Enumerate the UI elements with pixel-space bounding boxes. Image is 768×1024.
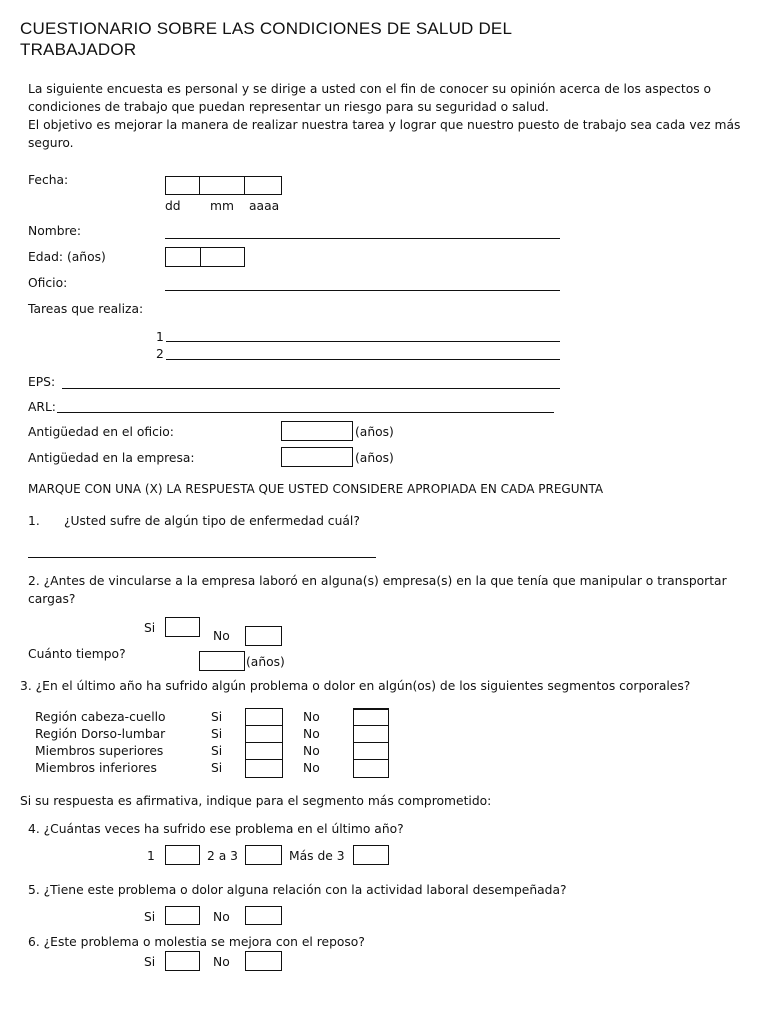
fecha-aaaa-cell[interactable] — [245, 177, 281, 194]
q3-row-3-label: Miembros superiores — [35, 744, 164, 758]
question-6-no-label: No — [213, 955, 230, 969]
arl-label: ARL: — [28, 400, 56, 414]
question-4-option-1-label: 1 — [147, 849, 155, 863]
question-6-si-checkbox[interactable] — [165, 951, 200, 971]
antiguedad-oficio-input[interactable] — [281, 421, 353, 441]
eps-field[interactable] — [62, 388, 560, 389]
question-6-si-label: Si — [144, 955, 156, 969]
question-4-option-3-checkbox[interactable] — [353, 845, 389, 865]
question-1-answer-field[interactable] — [28, 557, 376, 558]
question-5-si-checkbox[interactable] — [165, 906, 200, 925]
q3-row-4-si-checkbox[interactable] — [245, 759, 283, 778]
q3-row-2-label: Región Dorso-lumbar — [35, 727, 166, 741]
q3-row-1-label: Región cabeza-cuello — [35, 710, 166, 724]
question-2-no-label: No — [213, 629, 230, 643]
antiguedad-oficio-unit: (años) — [355, 425, 394, 439]
question-2-no-checkbox[interactable] — [245, 626, 282, 646]
question-4-option-2-checkbox[interactable] — [245, 845, 282, 865]
question-5-no-label: No — [213, 910, 230, 924]
edad-cell-2[interactable] — [201, 248, 244, 266]
question-2-tiempo-label: Cuánto tiempo? — [28, 647, 126, 661]
page-title: CUESTIONARIO SOBRE LAS CONDICIONES DE SALUD DEL TRABAJADOR — [20, 19, 512, 59]
eps-label: EPS: — [28, 375, 56, 389]
q3-row-2-no-checkbox[interactable] — [353, 725, 389, 743]
q3-row-3-si-label: Si — [211, 744, 223, 758]
tarea-2-field[interactable] — [166, 359, 560, 360]
q3-row-1-si-checkbox[interactable] — [245, 708, 283, 726]
question-1-text: ¿Usted sufre de algún tipo de enfermedad cuál? — [64, 514, 360, 528]
nombre-label: Nombre: — [28, 224, 82, 238]
edad-label: Edad: (años) — [28, 250, 106, 264]
tarea-1-number: 1 — [156, 330, 164, 344]
instruction-text: MARQUE CON UNA (X) LA RESPUESTA QUE USTED CONSIDERE APROPIADA EN CADA PREGUNTA — [28, 482, 604, 496]
intro-text — [28, 80, 748, 152]
fecha-dd-label: dd — [165, 199, 181, 213]
fecha-dd-cell[interactable] — [166, 177, 200, 194]
question-2-si-checkbox[interactable] — [165, 617, 200, 637]
q3-row-2-no-label: No — [303, 727, 320, 741]
question-5-text: 5. ¿Tiene este problema o dolor alguna relación con la actividad laboral desempeñada? — [28, 883, 567, 897]
edad-cell-1[interactable] — [166, 248, 201, 266]
q3-row-3-si-checkbox[interactable] — [245, 742, 283, 760]
oficio-field[interactable] — [165, 290, 560, 291]
q3-row-2-si-label: Si — [211, 727, 223, 741]
q3-row-4-label: Miembros inferiores — [35, 761, 157, 775]
q3-row-2-si-checkbox[interactable] — [245, 725, 283, 743]
nombre-field[interactable] — [165, 238, 560, 239]
q3-row-4-no-label: No — [303, 761, 320, 775]
q3-row-4-si-label: Si — [211, 761, 223, 775]
question-3-text: 3. ¿En el último año ha sufrido algún problema o dolor en algún(os) de los siguientes segmentos corporales? — [20, 679, 691, 693]
q3-row-3-no-label: No — [303, 744, 320, 758]
tarea-1-field[interactable] — [166, 341, 560, 342]
fecha-input[interactable] — [165, 176, 282, 195]
question-4-option-2-label: 2 a 3 — [207, 849, 239, 863]
antiguedad-oficio-label: Antigüedad en el oficio: — [28, 425, 174, 439]
question-2-tiempo-input[interactable] — [199, 651, 245, 671]
q3-row-1-si-label: Si — [211, 710, 223, 724]
edad-input[interactable] — [165, 247, 245, 267]
q3-row-3-no-checkbox[interactable] — [353, 742, 389, 760]
affirmative-note: Si su respuesta es afirmativa, indique para el segmento más comprometido: — [20, 794, 492, 808]
intro-paragraph-2: El objetivo es mejorar la manera de realizar nuestra tarea y lograr que nuestro puesto de trabajo sea cada vez más seguro. — [28, 118, 741, 150]
antiguedad-empresa-unit: (años) — [355, 451, 394, 465]
question-1-number: 1. — [28, 514, 40, 528]
question-2-text: 2. ¿Antes de vincularse a la empresa laboró en alguna(s) empresa(s) en la que tenía que manipular o transportar cargas? — [28, 574, 727, 606]
question-4-option-1-checkbox[interactable] — [165, 845, 200, 865]
q3-row-4-no-checkbox[interactable] — [353, 759, 389, 778]
arl-field[interactable] — [57, 412, 554, 413]
q3-row-1-no-label: No — [303, 710, 320, 724]
question-5-no-checkbox[interactable] — [245, 906, 282, 925]
question-4-option-3-label: Más de 3 — [289, 849, 345, 863]
tarea-2-number: 2 — [156, 347, 164, 361]
question-6-text: 6. ¿Este problema o molestia se mejora con el reposo? — [28, 935, 365, 949]
question-6-no-checkbox[interactable] — [245, 951, 282, 971]
fecha-mm-cell[interactable] — [200, 177, 245, 194]
intro-paragraph-1: La siguiente encuesta es personal y se dirige a usted con el fin de conocer su opinión acerca de los aspectos o condiciones de trabajo que puedan representar un riesgo para su seguridad o salud. — [28, 82, 712, 114]
question-2-si-label: Si — [144, 621, 156, 635]
antiguedad-empresa-label: Antigüedad en la empresa: — [28, 451, 195, 465]
q3-row-1-no-checkbox[interactable] — [353, 708, 389, 726]
antiguedad-empresa-input[interactable] — [281, 447, 353, 467]
question-5-si-label: Si — [144, 910, 156, 924]
fecha-label: Fecha: — [28, 173, 69, 187]
oficio-label: Oficio: — [28, 276, 68, 290]
question-4-text: 4. ¿Cuántas veces ha sufrido ese problema en el último año? — [28, 822, 404, 836]
tareas-label: Tareas que realiza: — [28, 302, 144, 316]
fecha-mm-label: mm — [210, 199, 234, 213]
fecha-aaaa-label: aaaa — [249, 199, 280, 213]
question-2-anos-unit: (años) — [246, 655, 285, 669]
